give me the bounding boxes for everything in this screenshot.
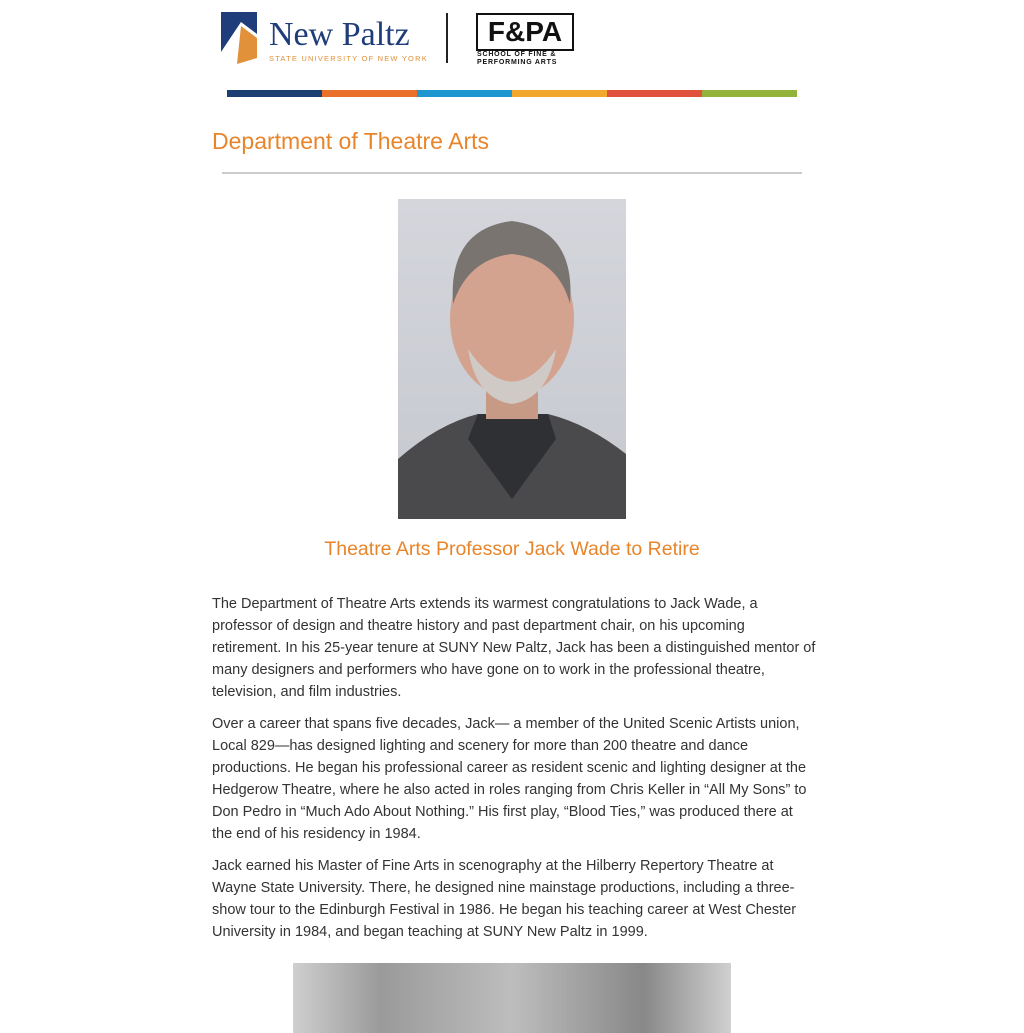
logo-name: New Paltz	[269, 16, 410, 53]
logo-divider	[446, 13, 448, 63]
fpa-wordmark: F&PA	[476, 13, 574, 51]
color-bar	[227, 90, 797, 97]
divider	[222, 172, 802, 174]
paragraph: The Department of Theatre Arts extends its warmest congratulations to Jack Wade, a professor of design and theatre history and past department chair, on his upcoming retirement. In his 25-year tenure at SUNY New Paltz, Jack has been a distinguished mentor of many designers and performers who have gone on to work in the professional theatre, television, and film industries.	[212, 596, 816, 700]
fpa-subtitle: SCHOOL OF FINE & PERFORMING ARTS	[477, 51, 558, 66]
new-paltz-mark-icon	[221, 12, 257, 64]
portrait-photo	[398, 199, 626, 519]
new-paltz-logo[interactable]	[221, 12, 428, 68]
archival-photo	[293, 963, 731, 1033]
article-body	[212, 593, 816, 953]
department-title: Department of Theatre Arts	[212, 128, 489, 154]
paragraph: Jack earned his Master of Fine Arts in scenography at the Hilberry Repertory Theatre at Wayne State University. There, he designed nine mainstage productions, including a three-show tour to the Edinburgh Festival in 1986. He began his teaching career at West Chester University in 1984, and began teaching at SUNY New Paltz in 1999.	[212, 858, 797, 940]
paragraph: Over a career that spans five decades, Jack— a member of the United Scenic Artists union, Local 829—has designed lighting and scenery for more than 200 theatre and dance productions. He began his professional career as resident scenic and lighting designer at the Hedgerow Theatre, where he also acted in roles ranging from Chris Keller in “All My Sons” to Don Pedro in “Much Ado About Nothing.” His first play, “Blood Ties,” was produced there at the end of his residency in 1984.	[212, 716, 807, 842]
fpa-logo[interactable]	[476, 13, 573, 64]
logo-subtitle: STATE UNIVERSITY OF NEW YORK	[269, 54, 428, 63]
article-headline: Theatre Arts Professor Jack Wade to Retire	[324, 538, 700, 560]
